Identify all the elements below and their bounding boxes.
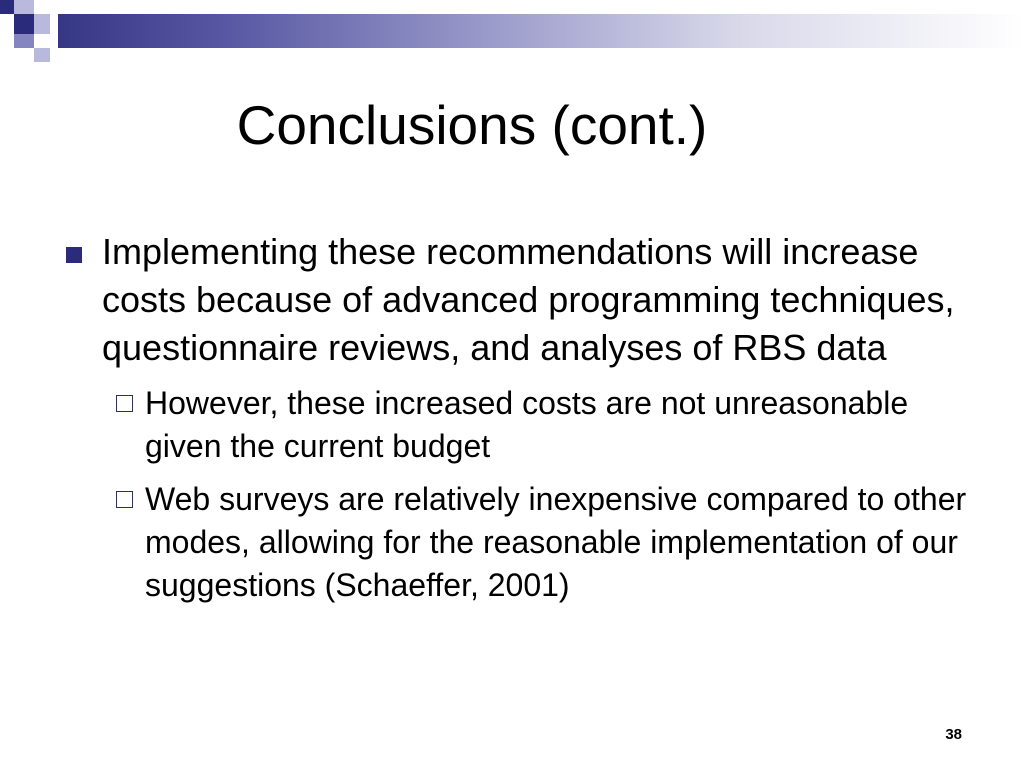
header-gradient-bar [0,14,1024,48]
deco-square-navy [0,0,14,14]
deco-square-light [14,0,34,14]
sub-bullet-item [116,478,982,607]
deco-square-mid [14,34,34,48]
deco-square-white [34,34,50,48]
sub-bullet-list [62,382,982,607]
hollow-square-icon [116,491,133,508]
slide-title: Conclusions (cont.) [236,94,708,156]
sub-bullet-text: Web surveys are relatively inexpensive compared to other modes, allowing for the reasonable implementation of our suggestions (Schaeffer, 2001) [145,481,967,603]
deco-square-navy [14,14,34,34]
filled-square-icon [66,247,82,263]
bullet-item [62,228,982,372]
deco-square-white [50,14,58,48]
bullet-text: Implementing these recommendations will increase costs because of advanced programming techniques, questionnaire reviews, and analyses of RBS data [102,231,955,368]
deco-square-white [0,14,14,48]
sub-bullet-text: However, these increased costs are not unreasonable given the current budget [145,385,909,464]
deco-square-light [34,48,50,62]
page-number: 38 [945,726,962,743]
sub-bullet-item [116,382,982,468]
deco-square-light [34,14,50,34]
hollow-square-icon [116,395,133,412]
slide-content [62,228,982,617]
